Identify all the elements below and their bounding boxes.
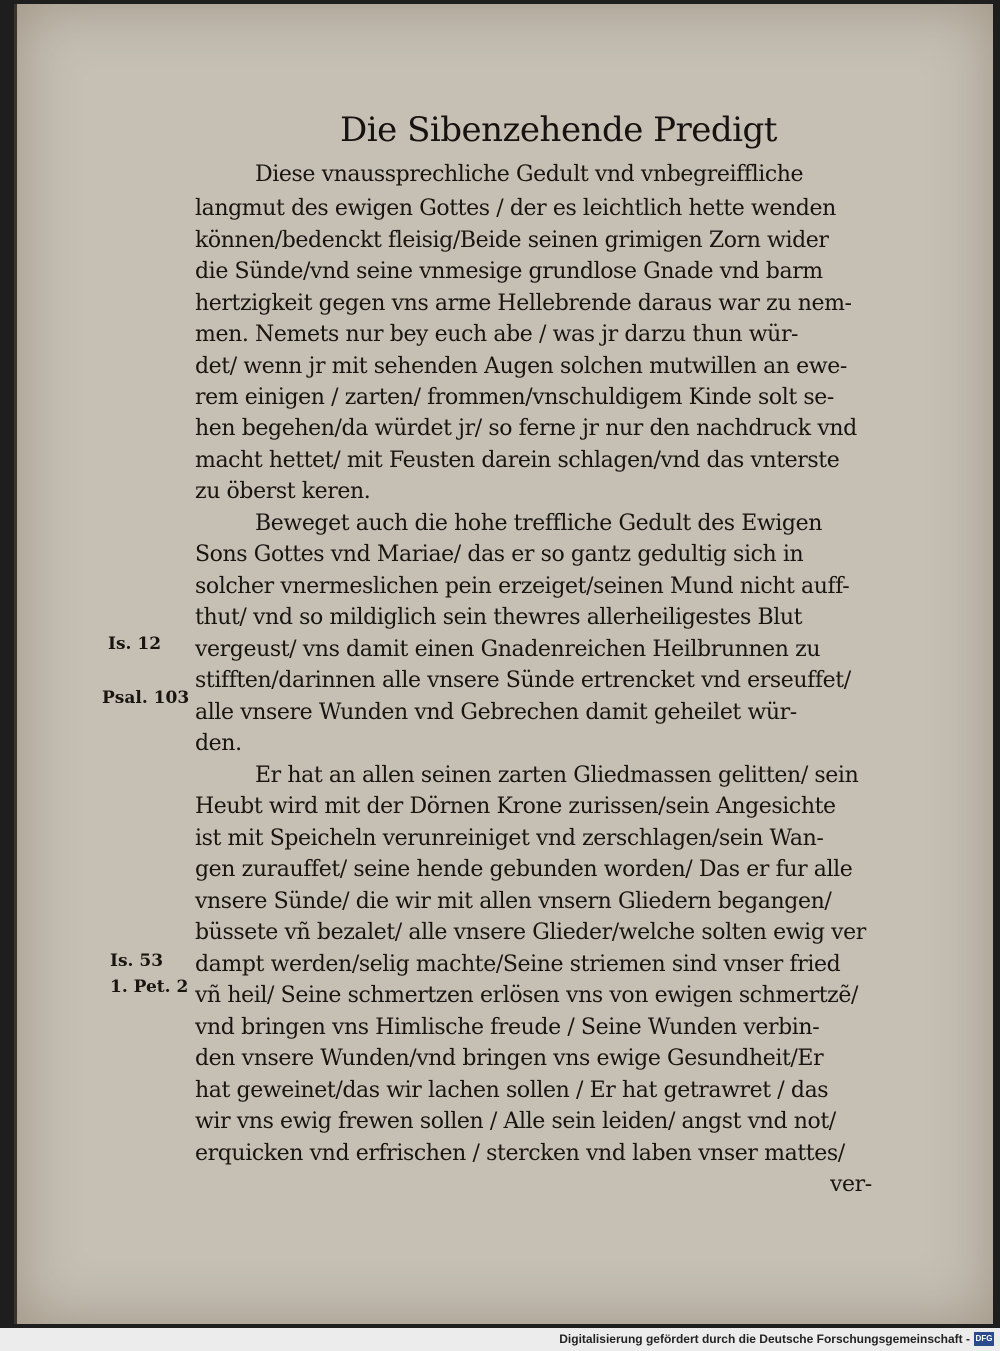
text-line: wir vns ewig frewen sollen / Alle sein leiden/ angst vnd not/	[195, 1109, 836, 1134]
text-line: hat geweinet/das wir lachen sollen / Er hat getrawret / das	[195, 1078, 829, 1103]
text-line: erquicken vnd erfrischen / stercken vnd laben vnser mattes/	[195, 1141, 845, 1166]
margin-note: Psal. 103	[102, 688, 190, 708]
dfg-logo-icon: DFG	[974, 1332, 994, 1346]
text-line: alle vnsere Wunden vnd Gebrechen damit geheilet wür-	[195, 700, 797, 725]
text-line: Beweget auch die hohe treffliche Gedult des Ewigen	[255, 511, 823, 536]
text-line: solcher vnermeslichen pein erzeiget/seinen Mund nicht auff-	[195, 574, 850, 599]
text-line: dampt werden/selig machte/Seine striemen sind vnser fried	[195, 952, 841, 977]
text-line: rem einigen / zarten/ frommen/vnschuldigem Kinde solt se-	[195, 385, 834, 410]
text-line: Heubt wird mit der Dörnen Krone zurissen/sein Angesichte	[195, 794, 836, 819]
text-line: langmut des ewigen Gottes / der es leichtlich hette wenden	[195, 196, 836, 221]
text-line: vnsere Sünde/ die wir mit allen vnsern Gliedern begangen/	[195, 889, 832, 914]
text-line: hen begehen/da würdet jr/ so ferne jr nur den nachdruck vnd	[195, 416, 857, 441]
text-line: hertzigkeit gegen vns arme Hellebrende daraus war zu nem-	[195, 291, 852, 316]
text-line: Er hat an allen seinen zarten Gliedmassen gelitten/ sein	[255, 763, 859, 788]
text-line: det/ wenn jr mit sehenden Augen solchen mutwillen an ewe-	[195, 354, 847, 379]
page-title: Die Sibenzehende Predigt	[340, 110, 777, 150]
text-line: vñ heil/ Seine schmertzen erlösen vns von ewigen schmertzẽ/	[195, 983, 858, 1008]
text-line: stifften/darinnen alle vnsere Sünde ertrencket vnd erseuffet/	[195, 668, 851, 693]
margin-note: 1. Pet. 2	[110, 977, 189, 997]
text-line: vergeust/ vns damit einen Gnadenreichen Heilbrunnen zu	[195, 637, 821, 662]
margin-note: Is. 53	[110, 951, 164, 971]
text-line: macht hettet/ mit Feusten darein schlagen/vnd das vnterste	[195, 448, 840, 473]
margin-note: Is. 12	[108, 634, 162, 654]
text-line: büssete vñ bezalet/ alle vnsere Glieder/welche solten ewig ver	[195, 920, 866, 945]
text-line: den vnsere Wunden/vnd bringen vns ewige Gesundheit/Er	[195, 1046, 824, 1071]
text-line: men. Nemets nur bey euch abe / was jr darzu thun wür-	[195, 322, 799, 347]
text-line: den.	[195, 731, 242, 756]
footer-bar	[0, 1328, 1000, 1351]
text-line: Diese vnaussprechliche Gedult vnd vnbegreiffliche	[255, 162, 804, 187]
text-line: ist mit Speicheln verunreiniget vnd zerschlagen/sein Wan-	[195, 826, 824, 851]
text-line: gen zurauffet/ seine hende gebunden worden/ Das er fur alle	[195, 857, 853, 882]
footer-credit: Digitalisierung gefördert durch die Deutsche Forschungsgemeinschaft -	[559, 1332, 970, 1346]
text-line: thut/ vnd so mildiglich sein thewres allerheiligestes Blut	[195, 605, 803, 630]
text-line: vnd bringen vns Himlische freude / Seine Wunden verbin-	[195, 1015, 820, 1040]
catchword: ver-	[830, 1172, 872, 1197]
text-line: können/bedenckt fleisig/Beide seinen grimigen Zorn wider	[195, 228, 829, 253]
text-line: die Sünde/vnd seine vnmesige grundlose Gnade vnd barm	[195, 259, 823, 284]
text-line: zu öberst keren.	[195, 479, 371, 504]
text-line: Sons Gottes vnd Mariae/ das er so gantz gedultig sich in	[195, 542, 804, 567]
